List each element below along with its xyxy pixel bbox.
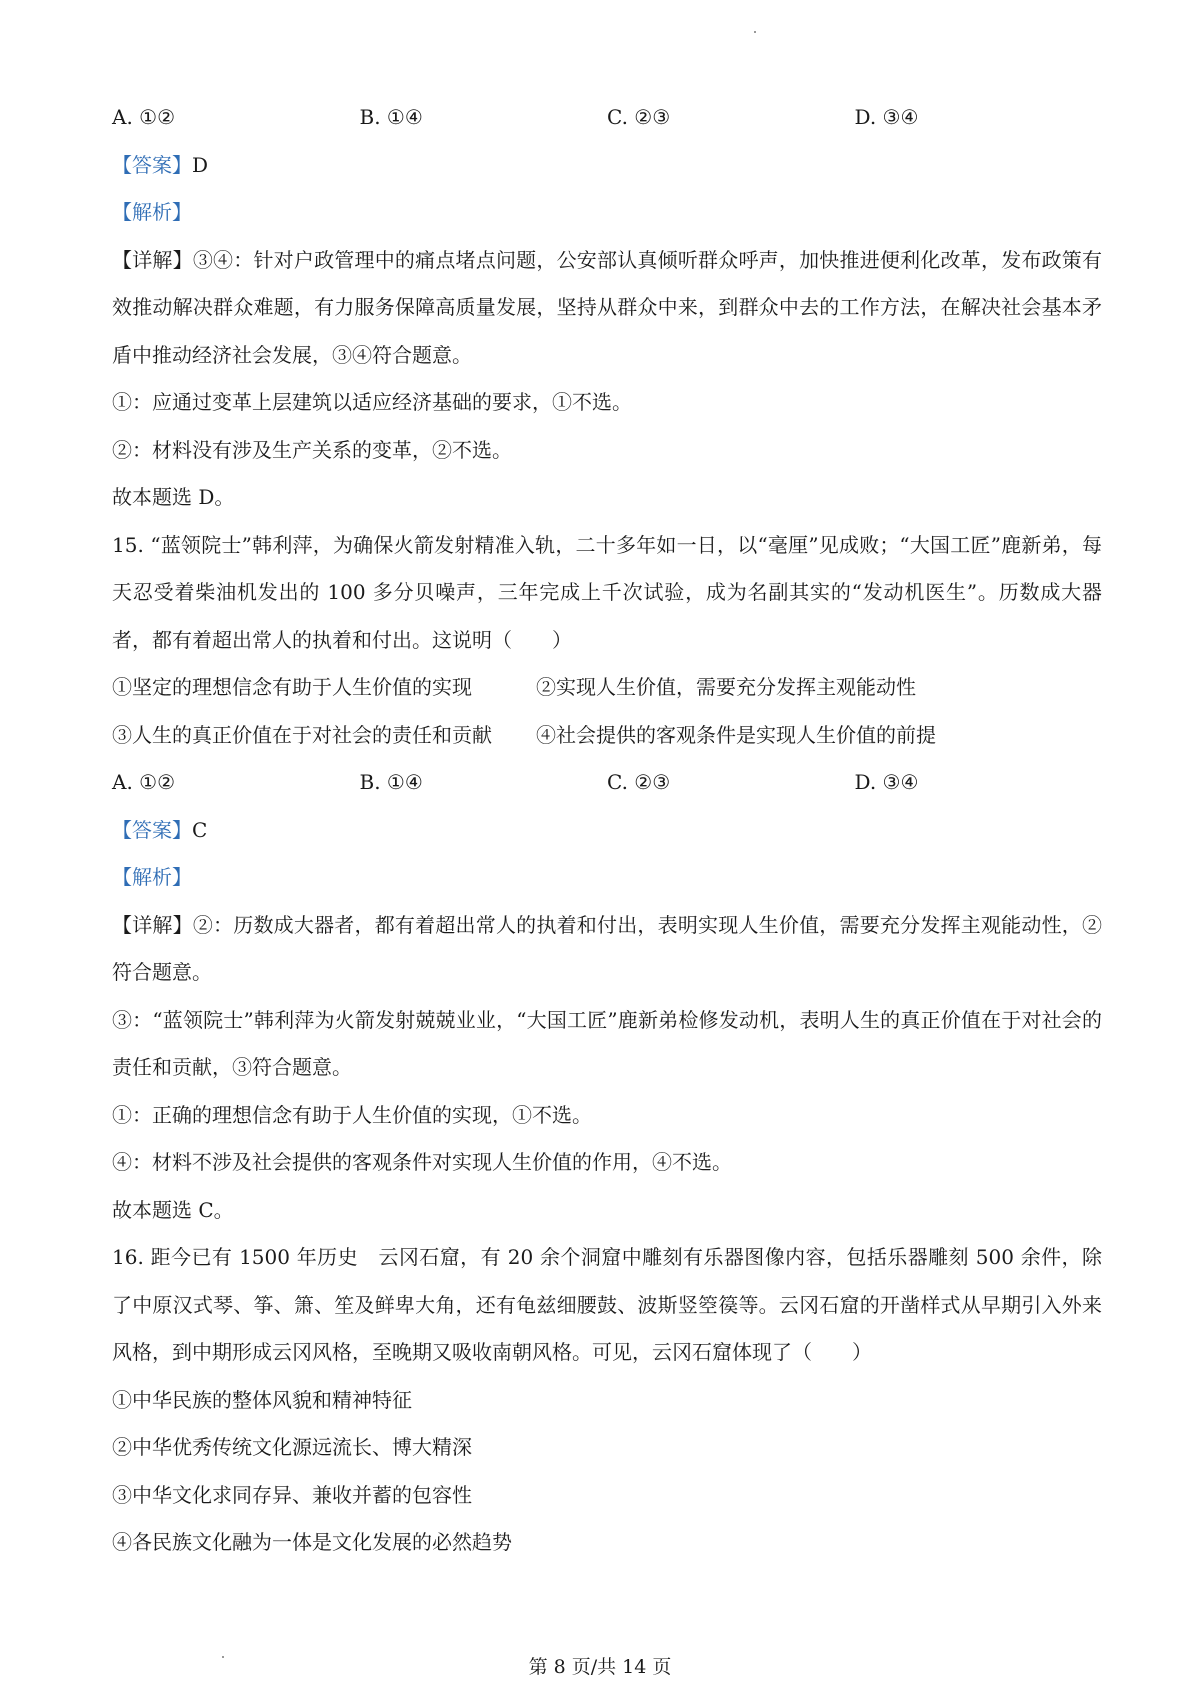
q14-option-c: C. ②③ xyxy=(607,105,671,129)
q14-explain-1: ①：应通过变革上层建筑以适应经济基础的要求，①不选。 xyxy=(112,390,632,414)
q16-choice-4: ④各民族文化融为一体是文化发展的必然趋势 xyxy=(112,1530,512,1554)
q15-option-a: A. ①② xyxy=(112,770,176,794)
answer-tag: 【答案】 xyxy=(112,152,192,177)
q15-choices-row-1 xyxy=(112,664,1102,712)
q14-options xyxy=(112,94,1102,142)
q14-explain-2: ②：材料没有涉及生产关系的变革，②不选。 xyxy=(112,437,512,462)
answer-value: D xyxy=(192,152,209,177)
detail-tag: 【详解】 xyxy=(112,912,193,937)
q16-choice-3: ③中华文化求同存异、兼收并蓄的包容性 xyxy=(112,1482,472,1507)
q14-conclusion: 故本题选 D。 xyxy=(112,485,235,509)
q15-choice-1: ①坚定的理想信念有助于人生价值的实现 xyxy=(112,675,472,699)
q14-analysis xyxy=(112,189,1102,237)
q15-analysis xyxy=(112,854,1102,902)
q15-choice-3: ③人生的真正价值在于对社会的责任和贡献 xyxy=(112,722,492,747)
q16-choice-1: ①中华民族的整体风貌和精神特征 xyxy=(112,1387,412,1412)
q14-detail xyxy=(112,237,1102,380)
q14-option-a: A. ①② xyxy=(112,105,176,129)
detail-text: ③④：针对户政管理中的痛点堵点问题，公安部认真倾听群众呼声，加快推进便利化改革，发布政策有效推动解决群众难题，有力服务保障高质量发展，坚持从群众中来，到群众中去的工作方法，在解决社会基本矛盾中推动经济社会发展，③④符合题意。 xyxy=(112,247,1103,367)
q15-option-b: B. ①④ xyxy=(359,770,423,794)
q15-conclusion: 故本题选 C。 xyxy=(112,1197,234,1222)
q15-options xyxy=(112,759,1102,807)
q14-answer xyxy=(112,142,1102,190)
page-footer: 第 8 页/共 14 页 xyxy=(528,1656,672,1678)
q15-option-d: D. ③④ xyxy=(854,770,919,794)
analysis-tag: 【解析】 xyxy=(112,200,192,224)
q15-explain-3: ③：“蓝领院士”韩利萍为火箭发射兢兢业业，“大国工匠”鹿新弟检修发动机，表明人生的真正价值在于对社会的责任和贡献，③符合题意。 xyxy=(112,1007,1102,1079)
q15-explain-1: ①：正确的理想信念有助于人生价值的实现，①不选。 xyxy=(112,1102,592,1127)
speck-mark xyxy=(754,31,756,33)
q15-option-c: C. ②③ xyxy=(607,770,671,794)
q16-stem: 16. 距今已有 1500 年历史 云冈石窟，有 20 余个洞窟中雕刻有乐器图像内容，包括乐器雕刻 500 余件，除了中原汉式琴、筝、箫、笙及鲜卑大角，还有龟兹细腰鼓、波斯竖箜篌等。云冈石窟的开凿样式从早期引入外来风格，到中期形成云冈风格，至晚期又吸收南朝风格。可见，云冈石窟体现了（ ） xyxy=(112,1245,1102,1364)
q14-option-b: B. ①④ xyxy=(359,105,423,129)
detail-tag: 【详解】 xyxy=(112,247,193,272)
q16-choice-2: ②中华优秀传统文化源远流长、博大精深 xyxy=(112,1435,472,1459)
detail-text: ②：历数成大器者，都有着超出常人的执着和付出，表明实现人生价值，需要充分发挥主观能动性，②符合题意。 xyxy=(112,912,1103,984)
analysis-tag: 【解析】 xyxy=(112,865,192,889)
answer-value: C xyxy=(192,817,208,842)
q15-choice-2: ②实现人生价值，需要充分发挥主观能动性 xyxy=(536,675,916,699)
document-page xyxy=(112,94,1102,1567)
q15-detail xyxy=(112,902,1102,997)
q15-answer xyxy=(112,807,1102,855)
q14-option-d: D. ③④ xyxy=(854,105,919,129)
q15-choice-4: ④社会提供的客观条件是实现人生价值的前提 xyxy=(536,722,936,747)
answer-tag: 【答案】 xyxy=(112,817,192,842)
q15-choices-row-2 xyxy=(112,712,1102,760)
q15-stem: 15. “蓝领院士”韩利萍，为确保火箭发射精准入轨，二十多年如一日，以“毫厘”见成败；“大国工匠”鹿新弟，每天忍受着柴油机发出的 100 多分贝噪声，三年完成上千次试验，成为名副其实的“发动机医生”。历数成大器者，都有着超出常人的执着和付出。这说明（ ） xyxy=(112,532,1102,652)
q15-explain-4: ④：材料不涉及社会提供的客观条件对实现人生价值的作用，④不选。 xyxy=(112,1150,732,1174)
